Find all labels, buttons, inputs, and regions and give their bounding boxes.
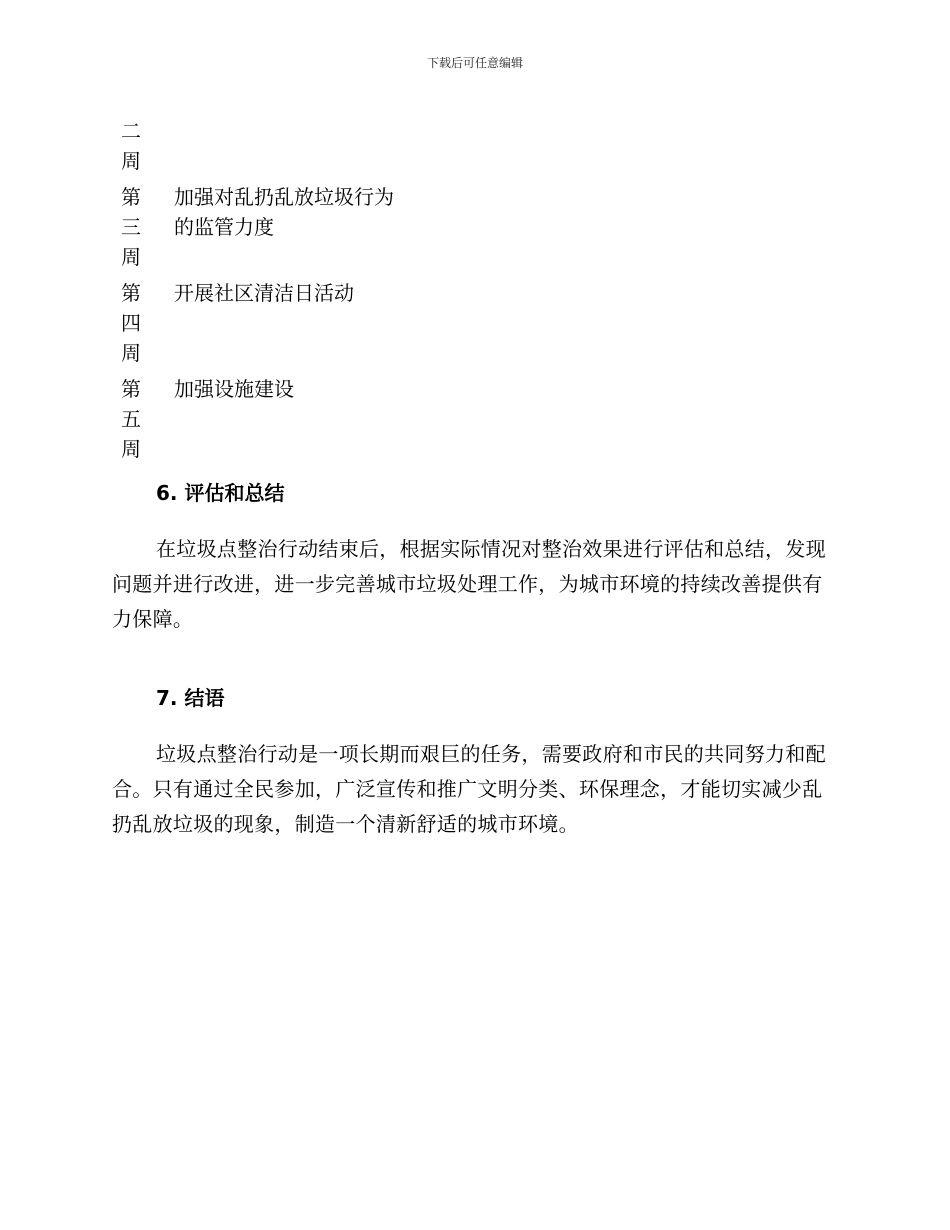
task-text: 加强设施建设 <box>174 377 294 401</box>
week-char: 第 <box>121 281 141 305</box>
week-label <box>112 182 174 272</box>
schedule-row-week-5 <box>112 374 394 464</box>
week-label <box>112 278 174 368</box>
schedule-row-week-4 <box>112 278 394 368</box>
week-char: 周 <box>121 437 141 461</box>
section-heading-evaluation: 6. 评估和总结 <box>156 481 285 505</box>
schedule-row-week-3 <box>112 182 394 272</box>
week-char: 第 <box>121 185 141 209</box>
week-char: 第 <box>121 377 141 401</box>
week-char: 三 <box>121 215 141 239</box>
week-char: 五 <box>121 407 141 431</box>
section-heading-conclusion: 7. 结语 <box>156 686 225 710</box>
week-char: 周 <box>121 245 141 269</box>
section-body-conclusion: 垃圾点整治行动是一项长期而艰巨的任务，需要政府和市民的共同努力和配合。只有通过全民参加，广泛宣传和推广文明分类、环保理念，才能切实减少乱扔乱放垃圾的现象，制造一个清新舒适的城市环境。 <box>112 742 826 836</box>
section-body-evaluation: 在垃圾点整治行动结束后，根据实际情况对整治效果进行评估和总结，发现问题并进行改进，进一步完善城市垃圾处理工作，为城市环境的持续改善提供有力保障。 <box>112 537 826 631</box>
week-char: 二 <box>121 119 141 143</box>
page-header-note: 下载后可任意编辑 <box>426 56 523 70</box>
week-char: 四 <box>121 311 141 335</box>
week-label <box>112 116 174 176</box>
week-char: 周 <box>121 149 141 173</box>
week-label <box>112 374 174 464</box>
task-text: 加强对乱扔乱放垃圾行为的监管力度 <box>174 185 394 239</box>
task-text: 开展社区清洁日活动 <box>174 281 354 305</box>
schedule-table <box>112 116 394 464</box>
week-char: 周 <box>121 341 141 365</box>
schedule-row-week-2 <box>112 116 394 176</box>
